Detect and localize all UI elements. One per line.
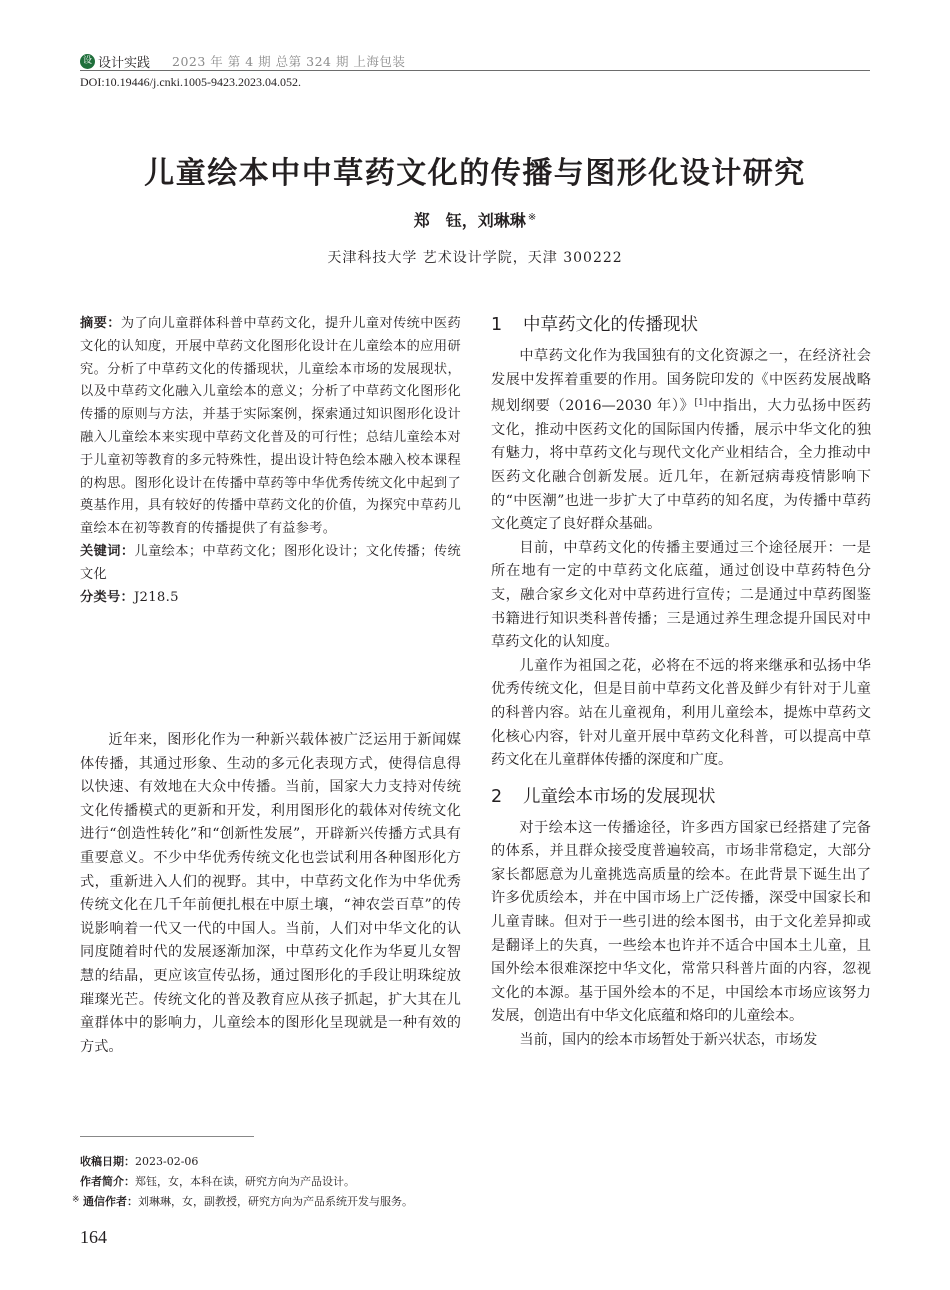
classification-value: J218.5 <box>133 589 179 605</box>
citation-ref: [1] <box>694 398 708 409</box>
section-1-paragraph: 目前，中草药文化的传播主要通过三个途径展开：一是所在地有一定的中草药文化底蕴，通过创设中草药特色分支，融合家乡文化对中草药进行宣传；二是通过中草药图鉴书籍进行知识类科普传播；三是通过养生理念提升国民对中草药文化的认知度。 <box>491 539 871 651</box>
footnote-received: 收稿日期：2023-02-06 <box>80 1155 199 1168</box>
page-number: 164 <box>80 1227 107 1247</box>
keywords-label: 关键词： <box>80 543 135 559</box>
classification-label: 分类号： <box>80 589 134 605</box>
doi: DOI:10.19446/j.cnki.1005-9423.2023.04.052. <box>80 75 301 89</box>
section-2-paragraph: 当前，国内的绘本市场暂处于新兴状态，市场发 <box>519 1032 818 1049</box>
footnote-rule <box>80 1136 254 1137</box>
abstract-text: 为了向儿童群体科普中草药文化，提升儿童对传统中医药文化的认知度，开展中草药文化图形化设计在儿童绘本的应用研究。分析了中草药文化的传播现状，儿童绘本市场的发展现状，以及中草药文化融入儿童绘本的意义；分析了中草药文化图形化传播的原则与方法，并基于实际案例，探索通过知识图形化设计融入儿童绘本来实现中草药文化普及的可行性；总结儿童绘本对于儿童初等教育的多元特殊性，提出设计特色绘本融入校本课程的构思。图形化设计在传播中草药等中华优秀传统文化中起到了奠基作用，具有较好的传播中草药文化的价值，为探究中草药儿童绘本在初等教育的传播提供了有益参考。 <box>80 316 462 537</box>
issue-info: 2023 年 第 4 期 总第 324 期 上海包装 <box>172 54 406 69</box>
affiliation: 天津科技大学 艺术设计学院，天津 300222 <box>327 250 623 266</box>
section-2-heading: 2 儿童绘本市场的发展现状 <box>491 786 716 807</box>
paper-title: 儿童绘本中中草药文化的传播与图形化设计研究 <box>144 156 806 191</box>
section-1-heading: 1 中草药文化的传播现状 <box>491 315 698 335</box>
corresponding-mark: ※ <box>527 212 537 223</box>
header-rule <box>80 70 870 71</box>
footnotes <box>72 1152 461 1212</box>
intro-paragraph: 近年来，图形化作为一种新兴载体被广泛运用于新闻媒体传播，其通过形象、生动的多元化表现方式，使得信息得以快速、有效地在大众中传播。当前，国家大力支持对传统文化传播模式的更新和开发，利用图形化的载体对传统文化进行“创造性转化”和“创新性发展”，开辟新兴传播方式具有重要意义。不少中华优秀传统文化也尝试利用各种图形化方式，重新进入人们的视野。其中，中草药文化作为中华优秀传统文化在几千年前便扎根在中原土壤，“神农尝百草”的传说影响着一代又一代的中国人。当前，人们对中华文化的认同度随着时代的发展逐渐加深，中草药文化作为华夏儿女智慧的结晶，更应该宣传弘扬，通过图形化的手段让明珠绽放璀璨光芒。传统文化的普及教育应从孩子抓起，扩大其在儿童群体中的影响力，儿童绘本的图形化呈现就是一种有效的方式。 <box>80 732 461 1055</box>
footnote-corresponding: ※ 通信作者：刘琳琳，女，副教授，研究方向为产品系统开发与服务。 <box>72 1195 414 1208</box>
running-header <box>80 51 870 71</box>
keywords <box>80 541 461 587</box>
keywords-text: 儿童绘本；中草药文化；图形化设计；文化传播；传统文化 <box>80 543 461 582</box>
section-2-paragraph: 对于绘本这一传播途径，许多西方国家已经搭建了完备的体系，并且群众接受度普遍较高，市场非常稳定，大部分家长都愿意为儿童挑选高质量的绘本。在此背景下诞生出了许多优质绘本，并在中国市场上广泛传播，深受中国家长和儿童青睐。但对于一些引进的绘本图书，由于文化差异抑或是翻译上的失真，一些绘本也许并不适合中国本土儿童，且国外绘本很难深挖中华文化，常常只科普片面的内容，忽视文化的本源。基于国外绘本的不足，中国绘本市场应该努力发展，创造出有中华文化底蕴和烙印的儿童绘本。 <box>491 819 871 1025</box>
author-names: 郑 钰，刘琳琳 <box>413 211 526 230</box>
journal-logo-icon: 设 <box>80 54 95 69</box>
right-column <box>491 311 871 1053</box>
authors <box>0 208 950 231</box>
classification <box>80 587 461 610</box>
footnote-author: 作者简介：郑钰，女，本科在读，研究方向为产品设计。 <box>80 1174 355 1188</box>
intro-block <box>80 729 461 1059</box>
abstract-block <box>80 313 461 609</box>
abstract-label: 摘要： <box>80 316 121 331</box>
journal-name: 设计实践 <box>98 55 151 71</box>
section-1-paragraph: 中草药文化作为我国独有的文化资源之一，在经济社会发展中发挥着重要的作用。国务院印发的《中医药发展战略规划纲要（2016—2030 年）》[1]中指出，大力弘扬中医药文化，推动中医药文化的国际国内传播，展示中华文化的独有魅力，将中草药文化与现代文化产业相结合，全力推动中医药文化融合创新发展。近几年，在新冠病毒疫情影响下的“中医潮”也进一步扩大了中草药的知名度，为传播中草药文化奠定了良好群众基础。 <box>491 348 871 533</box>
section-1-paragraph: 儿童作为祖国之花，必将在不远的将来继承和弘扬中华优秀传统文化，但是目前中草药文化普及鲜少有针对于儿童的科普内容。站在儿童视角，利用儿童绘本，提炼中草药文化核心内容，针对儿童开展中草药文化科普，可以提高中草药文化在儿童群体传播的深度和广度。 <box>491 657 871 769</box>
abstract <box>80 313 461 541</box>
